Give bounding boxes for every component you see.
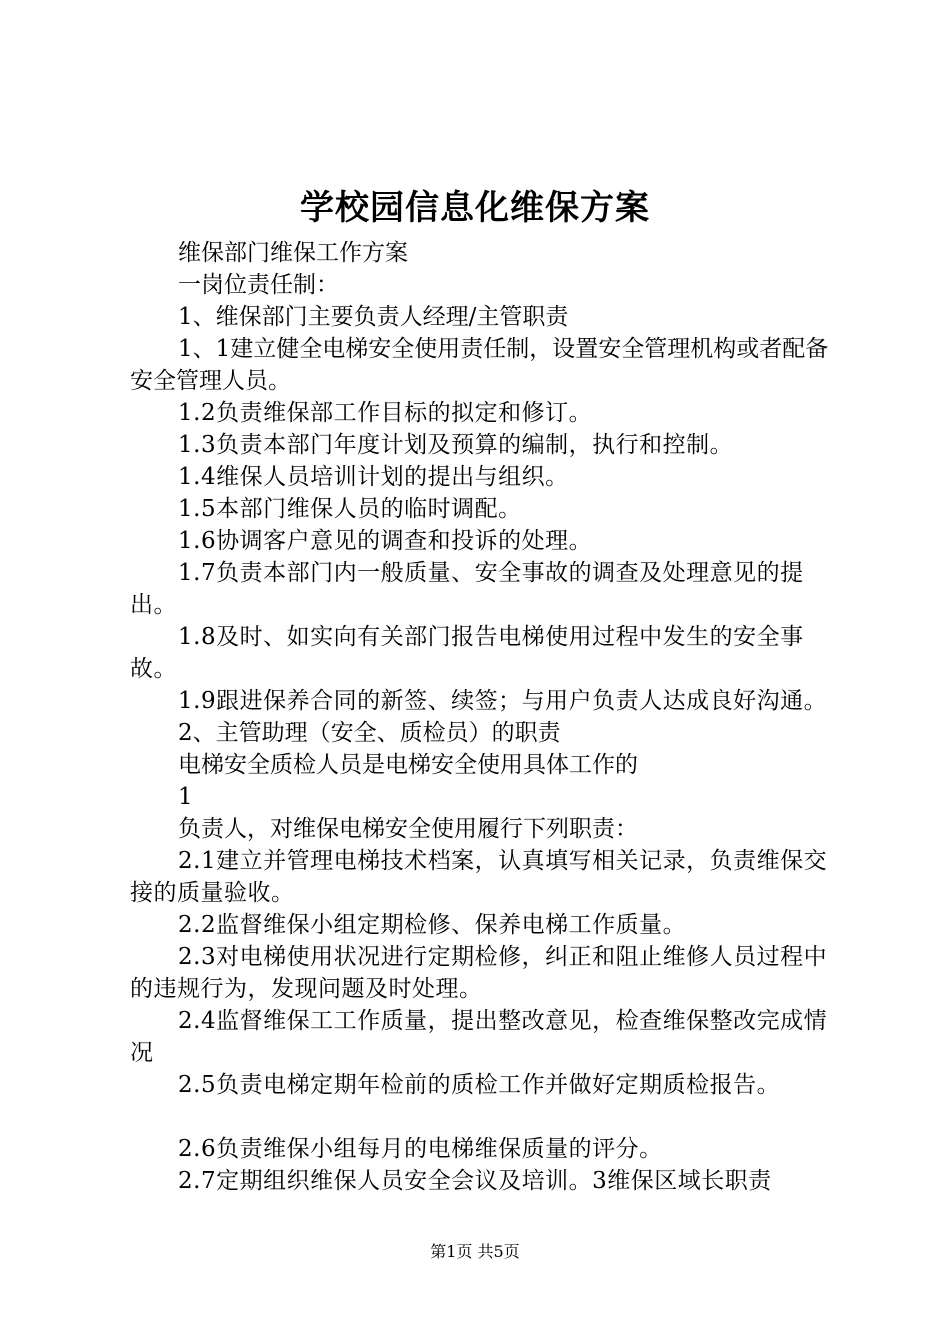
page-footer: 第1页 共5页 — [430, 1242, 520, 1261]
paragraph-gap — [130, 1101, 835, 1133]
paragraph: 1、1建立健全电梯安全使用责任制，设置安全管理机构或者配备安全管理人员。 — [130, 336, 829, 394]
paragraph: 1.9跟进保养合同的新签、续签；与用户负责人达成良好沟通。 — [178, 688, 828, 714]
paragraph: 一岗位责任制： — [178, 272, 339, 298]
paragraph: 2.3对电梯使用状况进行定期检修，纠正和阻止维修人员过程中的违规行为，发现问题及时处理。 — [130, 944, 828, 1002]
paragraph: 2、主管助理（安全、质检员）的职责 — [178, 720, 561, 746]
paragraph: 2.5负责电梯定期年检前的质检工作并做好定期质检报告。 — [178, 1072, 781, 1098]
paragraph: 2.1建立并管理电梯技术档案，认真填写相关记录，负责维保交接的质量验收。 — [130, 848, 828, 906]
document-body — [130, 237, 835, 1197]
paragraph: 2.2监督维保小组定期检修、保养电梯工作质量。 — [178, 912, 687, 938]
paragraph: 2.6负责维保小组每月的电梯维保质量的评分。 — [178, 1136, 663, 1162]
paragraph: 1.8及时、如实向有关部门报告电梯使用过程中发生的安全事故。 — [130, 624, 804, 682]
paragraph: 1.2负责维保部工作目标的拟定和修订。 — [178, 400, 593, 426]
paragraph: 1.3负责本部门年度计划及预算的编制，执行和控制。 — [178, 432, 734, 458]
paragraph: 1.5本部门维保人员的临时调配。 — [178, 496, 522, 522]
paragraph: 1 — [178, 784, 193, 810]
paragraph: 2.7定期组织维保人员安全会议及培训。3维保区域长职责 — [178, 1168, 772, 1194]
paragraph: 1、维保部门主要负责人经理/主管职责 — [178, 304, 569, 330]
paragraph: 1.4维保人员培训计划的提出与组织。 — [178, 464, 569, 490]
paragraph: 1.7负责本部门内一般质量、安全事故的调查及处理意见的提出。 — [130, 560, 804, 618]
paragraph: 维保部门维保工作方案 — [178, 240, 408, 266]
paragraph: 负责人，对维保电梯安全使用履行下列职责： — [178, 816, 638, 842]
paragraph: 电梯安全质检人员是电梯安全使用具体工作的 — [178, 752, 638, 778]
paragraph: 1.6协调客户意见的调查和投诉的处理。 — [178, 528, 593, 554]
paragraph: 2.4监督维保工工作质量，提出整改意见，检查维保整改完成情况 — [130, 1008, 828, 1066]
document-title: 学校园信息化维保方案 — [300, 188, 650, 228]
